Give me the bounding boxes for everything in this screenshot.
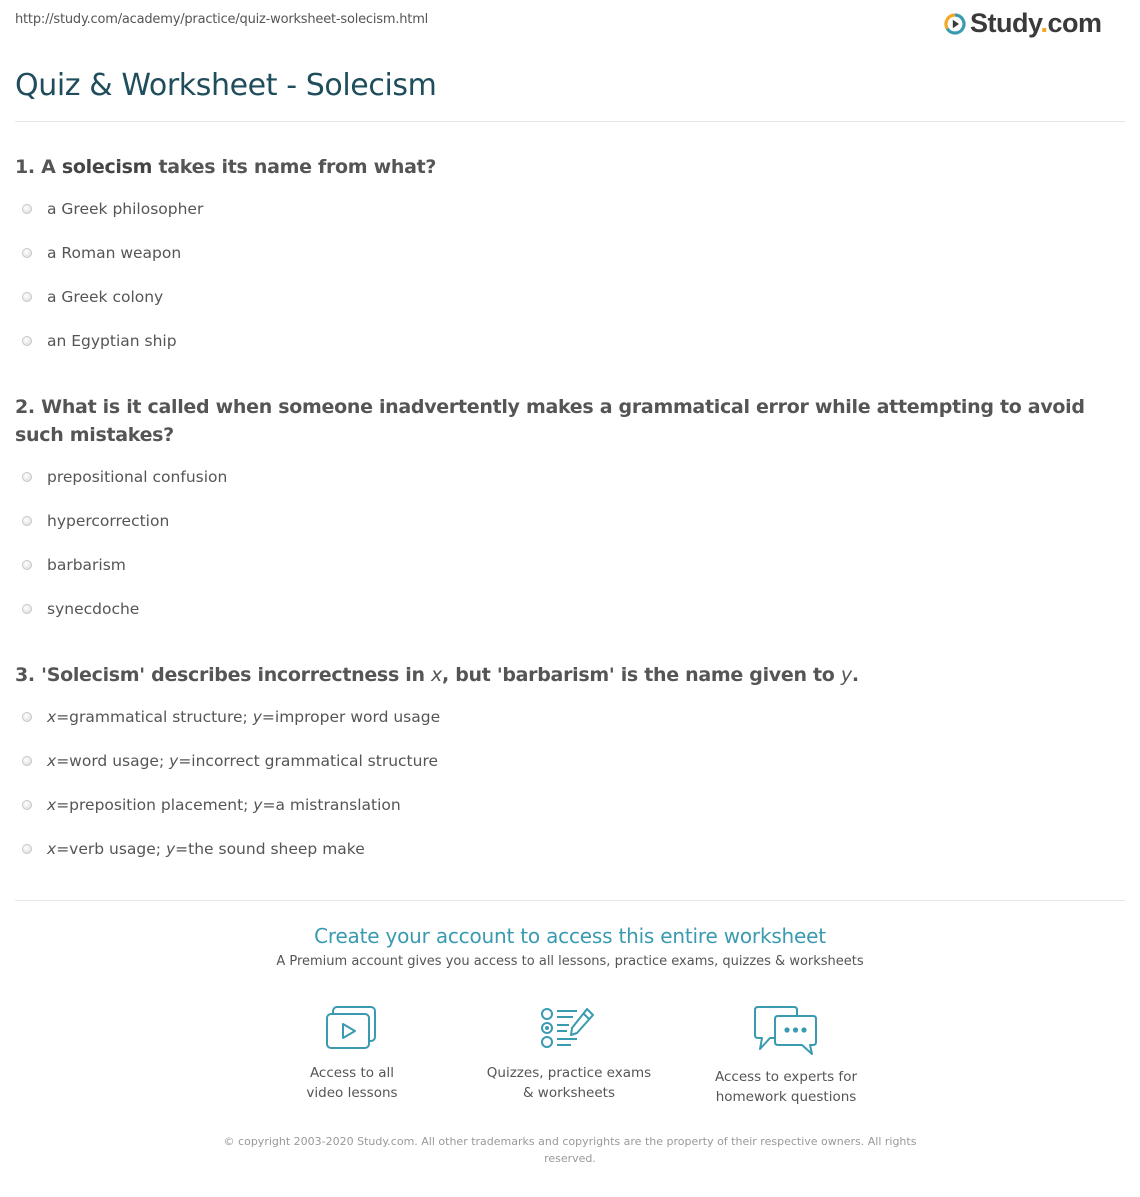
x-value: =verb usage;	[56, 840, 166, 858]
cta-title[interactable]: Create your account to access this entire worksheet	[314, 924, 826, 948]
question-1-keyword: solecism	[61, 156, 153, 178]
radio-button[interactable]	[22, 204, 32, 214]
var-y: y	[253, 796, 263, 814]
question-1-text-after: takes its name from what?	[158, 156, 437, 178]
q3-option-4[interactable]	[22, 840, 365, 858]
question-2-text: What is it called when someone inadvertently makes a grammatical error while attempting to avoid such mistakes?	[15, 396, 1085, 446]
q2-option-3[interactable]	[22, 556, 126, 574]
var-x: x	[47, 708, 57, 726]
y-value: =the sound sheep make	[175, 840, 365, 858]
q3-option-3[interactable]	[22, 796, 401, 814]
radio-button[interactable]	[22, 248, 32, 258]
option-label	[47, 796, 401, 814]
page-title: Quiz & Worksheet - Solecism	[15, 68, 437, 103]
radio-button[interactable]	[22, 844, 32, 854]
cta-divider	[15, 900, 1125, 901]
option-label: a Roman weapon	[47, 244, 182, 262]
question-3-text-1: 'Solecism' describes incorrectness in	[41, 664, 425, 686]
q1-option-4[interactable]	[22, 332, 177, 350]
y-value: =improper word usage	[261, 708, 441, 726]
study-logo[interactable]	[944, 8, 1102, 39]
radio-button[interactable]	[22, 336, 32, 346]
option-label: barbarism	[47, 556, 126, 574]
q1-option-3[interactable]	[22, 288, 163, 306]
feature-video-lessons	[252, 1005, 452, 1103]
q1-option-1[interactable]	[22, 200, 203, 218]
title-divider	[15, 121, 1125, 122]
question-3-var-x: x	[431, 664, 442, 686]
x-value: =preposition placement;	[56, 796, 254, 814]
y-value: =a mistranslation	[262, 796, 401, 814]
question-1-text-before: A	[41, 156, 56, 178]
logo-text-tld: com	[1047, 8, 1102, 38]
option-label	[47, 752, 438, 770]
question-3	[15, 661, 1125, 689]
option-label	[47, 708, 440, 726]
option-label: prepositional confusion	[47, 468, 228, 486]
radio-button[interactable]	[22, 472, 32, 482]
copyright-footer: © copyright 2003-2020 Study.com. All other trademarks and copyrights are the property of their respective owners. All rights reserved.	[223, 1135, 917, 1165]
x-value: =word usage;	[56, 752, 170, 770]
question-2	[15, 393, 1125, 449]
radio-button[interactable]	[22, 516, 32, 526]
option-label: a Greek colony	[47, 288, 164, 306]
q2-option-2[interactable]	[22, 512, 169, 530]
q1-option-2[interactable]	[22, 244, 181, 262]
question-1	[15, 153, 1125, 181]
option-label: a Greek philosopher	[47, 200, 204, 218]
y-value: =incorrect grammatical structure	[178, 752, 439, 770]
play-circle-logo-icon	[944, 13, 966, 35]
var-x: x	[47, 752, 57, 770]
x-value: =grammatical structure;	[56, 708, 253, 726]
option-label: synecdoche	[47, 600, 140, 618]
feature-experts	[686, 1005, 886, 1107]
question-3-var-y: y	[840, 664, 852, 686]
feature-label-line1: Access to all	[309, 1065, 395, 1081]
radio-button[interactable]	[22, 800, 32, 810]
question-3-text-3: .	[851, 664, 859, 686]
radio-button[interactable]	[22, 292, 32, 302]
radio-button[interactable]	[22, 712, 32, 722]
q2-option-4[interactable]	[22, 600, 139, 618]
question-3-number: 3.	[15, 664, 35, 686]
var-x: x	[47, 796, 57, 814]
radio-button[interactable]	[22, 756, 32, 766]
video-lessons-icon	[325, 1005, 379, 1051]
q2-option-1[interactable]	[22, 468, 227, 486]
var-y: y	[165, 840, 176, 858]
feature-label-line2: homework questions	[715, 1089, 857, 1105]
cta-subtitle: A Premium account gives you access to all lessons, practice exams, quizzes & worksheets	[276, 954, 864, 969]
var-x: x	[47, 840, 57, 858]
option-label	[47, 840, 365, 858]
option-label: hypercorrection	[47, 512, 170, 530]
var-y: y	[169, 752, 179, 770]
option-label: an Egyptian ship	[47, 332, 177, 350]
feature-label-line1: Quizzes, practice exams	[486, 1065, 652, 1081]
feature-label-line1: Access to experts for	[714, 1069, 857, 1085]
quiz-checklist-icon	[541, 1005, 597, 1051]
radio-button[interactable]	[22, 560, 32, 570]
question-2-number: 2.	[15, 396, 35, 418]
var-y: y	[252, 708, 262, 726]
question-1-number: 1.	[15, 156, 35, 178]
url-text: http://study.com/academy/practice/quiz-worksheet-solecism.html	[15, 12, 429, 27]
radio-button[interactable]	[22, 604, 32, 614]
q3-option-1[interactable]	[22, 708, 440, 726]
logo-dot: .	[1040, 8, 1048, 38]
chat-bubbles-icon	[754, 1005, 818, 1055]
feature-quizzes	[469, 1005, 669, 1103]
logo-text-main: Study	[970, 8, 1041, 38]
q3-option-2[interactable]	[22, 752, 438, 770]
question-3-text-2: , but 'barbarism' is the name given to	[441, 664, 835, 686]
feature-label-line2: & worksheets	[522, 1085, 615, 1101]
feature-label-line2: video lessons	[306, 1085, 398, 1101]
